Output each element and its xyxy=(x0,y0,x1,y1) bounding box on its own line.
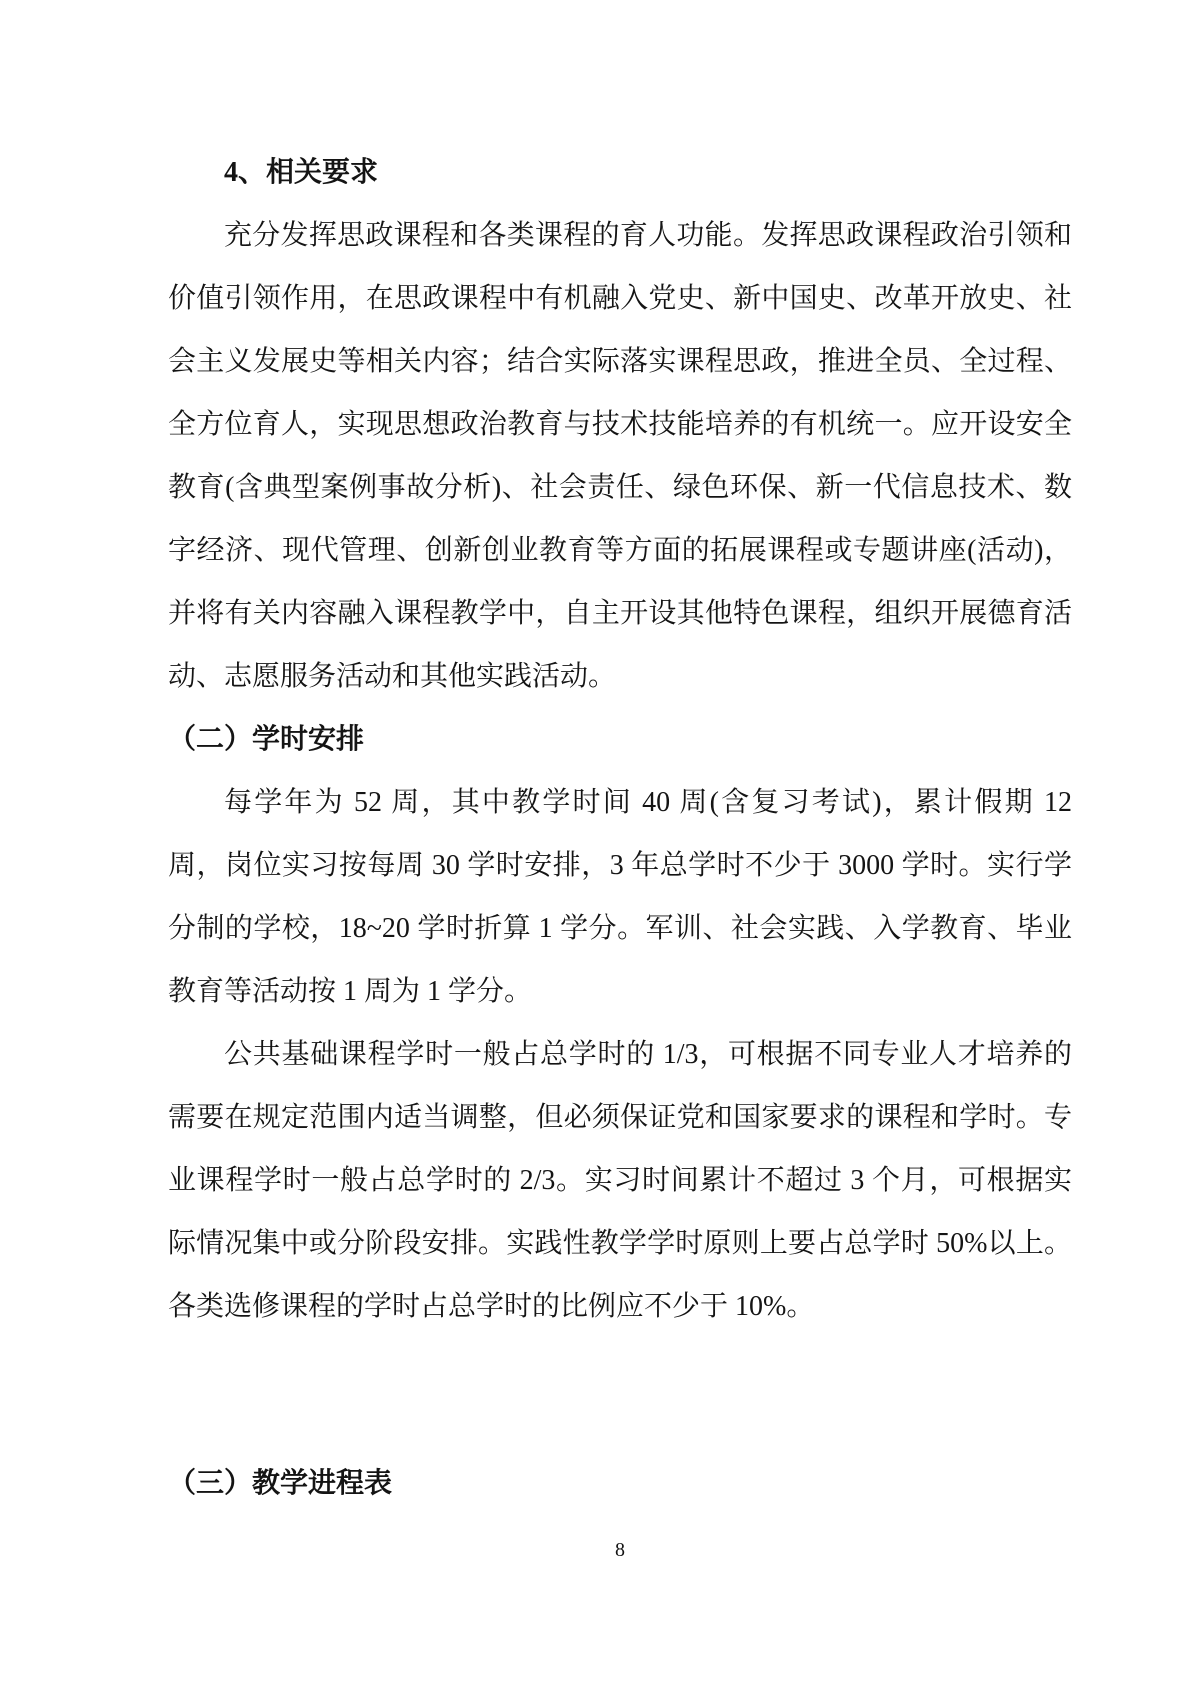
paragraph-line: 际情况集中或分阶段安排。实践性教学学时原则上要占总学时 50%以上。 xyxy=(168,1228,1072,1259)
section-heading-requirements: 4、相关要求 xyxy=(224,157,379,188)
paragraph-line: 周，岗位实习按每周 30 学时安排，3 年总学时不少于 3000 学时。实行学 xyxy=(168,850,1072,881)
paragraph-line: 会主义发展史等相关内容；结合实际落实课程思政，推进全员、全过程、 xyxy=(168,346,1072,377)
paragraph-line: 动、志愿服务活动和其他实践活动。 xyxy=(168,661,617,692)
section-heading-hours: （二）学时安排 xyxy=(168,724,365,755)
paragraph-line: 教育(含典型案例事故分析)、社会责任、绿色环保、新一代信息技术、数 xyxy=(168,472,1072,503)
paragraph-line: 充分发挥思政课程和各类课程的育人功能。发挥思政课程政治引领和 xyxy=(224,220,1072,251)
paragraph-line: 全方位育人，实现思想政治教育与技术技能培养的有机统一。应开设安全 xyxy=(168,409,1072,440)
section-heading-progress-table: （三）教学进程表 xyxy=(168,1468,393,1499)
paragraph-line: 需要在规定范围内适当调整，但必须保证党和国家要求的课程和学时。专 xyxy=(168,1102,1072,1133)
page-number: 8 xyxy=(615,1539,625,1561)
paragraph-line: 各类选修课程的学时占总学时的比例应不少于 10%。 xyxy=(168,1291,815,1322)
paragraph-line: 分制的学校，18~20 学时折算 1 学分。军训、社会实践、入学教育、毕业 xyxy=(168,913,1072,944)
paragraph-proportion xyxy=(168,1023,1072,1338)
paragraph-line: 并将有关内容融入课程教学中，自主开设其他特色课程，组织开展德育活 xyxy=(168,598,1072,629)
paragraph-line: 公共基础课程学时一般占总学时的 1/3，可根据不同专业人才培养的 xyxy=(224,1039,1072,1070)
paragraph-line: 价值引领作用，在思政课程中有机融入党史、新中国史、改革开放史、社 xyxy=(168,283,1072,314)
paragraph-schedule xyxy=(168,771,1072,1023)
paragraph-line: 业课程学时一般占总学时的 2/3。实习时间累计不超过 3 个月，可根据实 xyxy=(168,1165,1072,1196)
page-content xyxy=(168,141,1072,1515)
paragraph-line: 字经济、现代管理、创新创业教育等方面的拓展课程或专题讲座(活动)， xyxy=(168,535,1072,566)
paragraph-line: 每学年为 52 周，其中教学时间 40 周(含复习考试)，累计假期 12 xyxy=(224,787,1072,818)
section-gap xyxy=(168,1338,1072,1452)
paragraph-ideology xyxy=(168,204,1072,708)
paragraph-line: 教育等活动按 1 周为 1 学分。 xyxy=(168,976,533,1007)
